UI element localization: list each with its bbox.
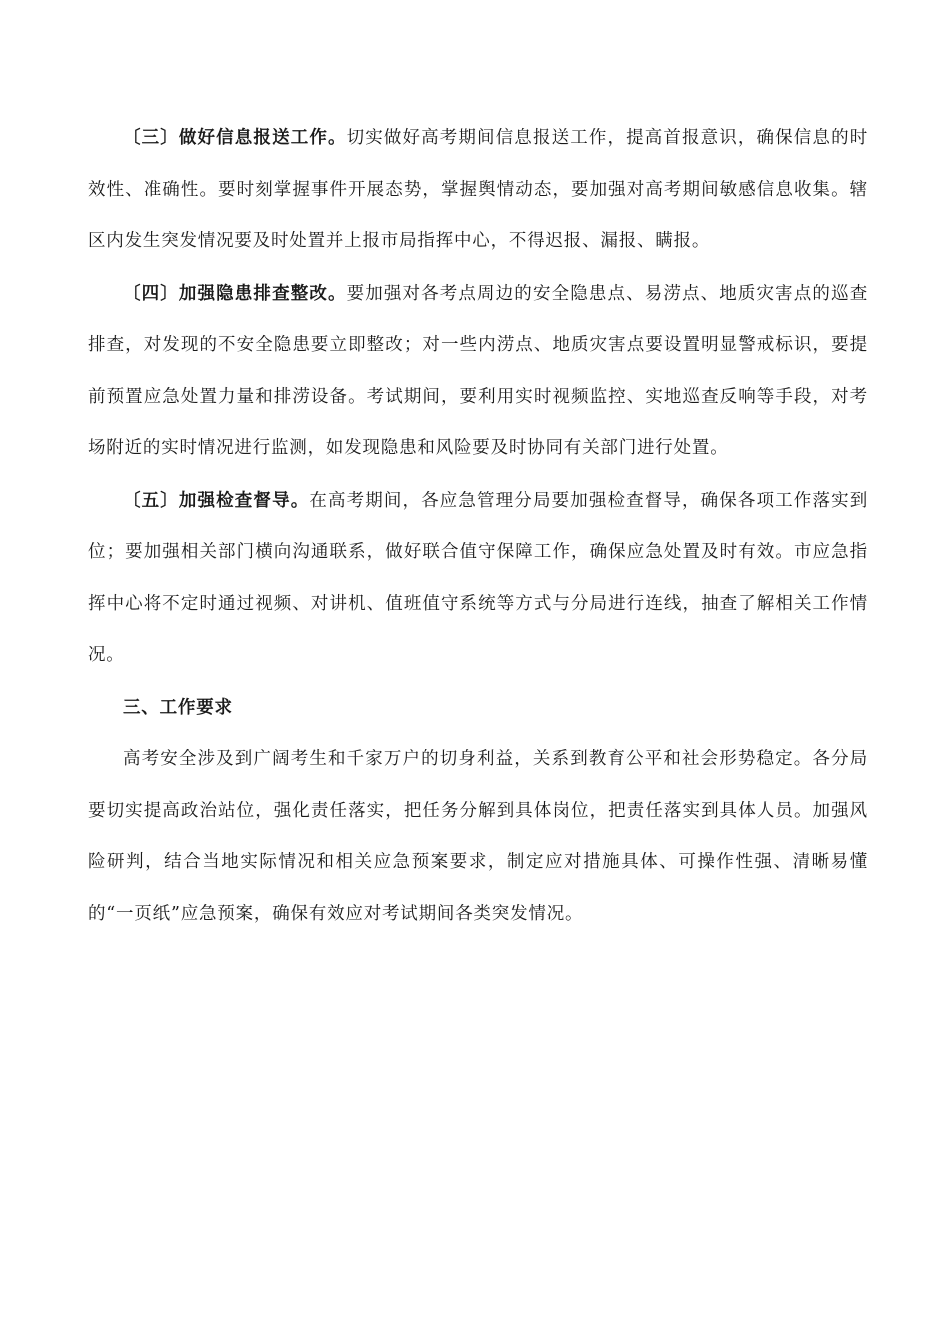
section-title: 〔三〕做好信息报送工作。	[123, 128, 347, 148]
section-title: 〔四〕加强隐患排查整改。	[123, 283, 347, 304]
section-hazard-inspection	[88, 269, 868, 475]
section-body: 切实做好高考期间信息报送工作，提高首报意识，确保信息的时效性、准确性。要时刻掌握事件开展态势，掌握舆情动态，要加强对高考期间敏感信息收集。辖区内发生突发情况要及时处置并上报市局指挥中心，不得迟报、漏报、瞒报。	[88, 128, 868, 251]
section-body: 在高考期间，各应急管理分局要加强检查督导，确保各项工作落实到位；要加强相关部门横向沟通联系，做好联合值守保障工作，确保应急处置及时有效。市应急指挥中心将不定时通过视频、对讲机、值班值守系统等方式与分局进行连线，抽查了解相关工作情况。	[88, 490, 869, 665]
section-supervision	[88, 476, 868, 682]
section-heading-requirements: 三、工作要求	[123, 697, 233, 718]
section-body: 要加强对各考点周边的安全隐患点、易涝点、地质灾害点的巡查排查，对发现的不安全隐患要立即整改；对一些内涝点、地质灾害点要设置明显警戒标识，要提前预置应急处置力量和排涝设备。考试期间，要利用实时视频监控、实地巡查反响等手段，对考场附近的实时情况进行监测，如发现隐患和风险要及时协同有关部门进行处置。	[88, 283, 868, 458]
section-info-reporting	[88, 113, 868, 268]
requirements-paragraph: 高考安全涉及到广阔考生和千家万户的切身利益，关系到教育公平和社会形势稳定。各分局要切实提高政治站位，强化责任落实，把任务分解到具体岗位，把责任落实到具体人员。加强风险研判，结合当地实际情况和相关应急预案要求，制定应对措施具体、可操作性强、清晰易懂的“一页纸”应急预案，确保有效应对考试期间各类突发情况。	[88, 749, 868, 924]
section-title: 〔五〕加强检查督导。	[123, 490, 310, 511]
document-page	[88, 113, 868, 941]
